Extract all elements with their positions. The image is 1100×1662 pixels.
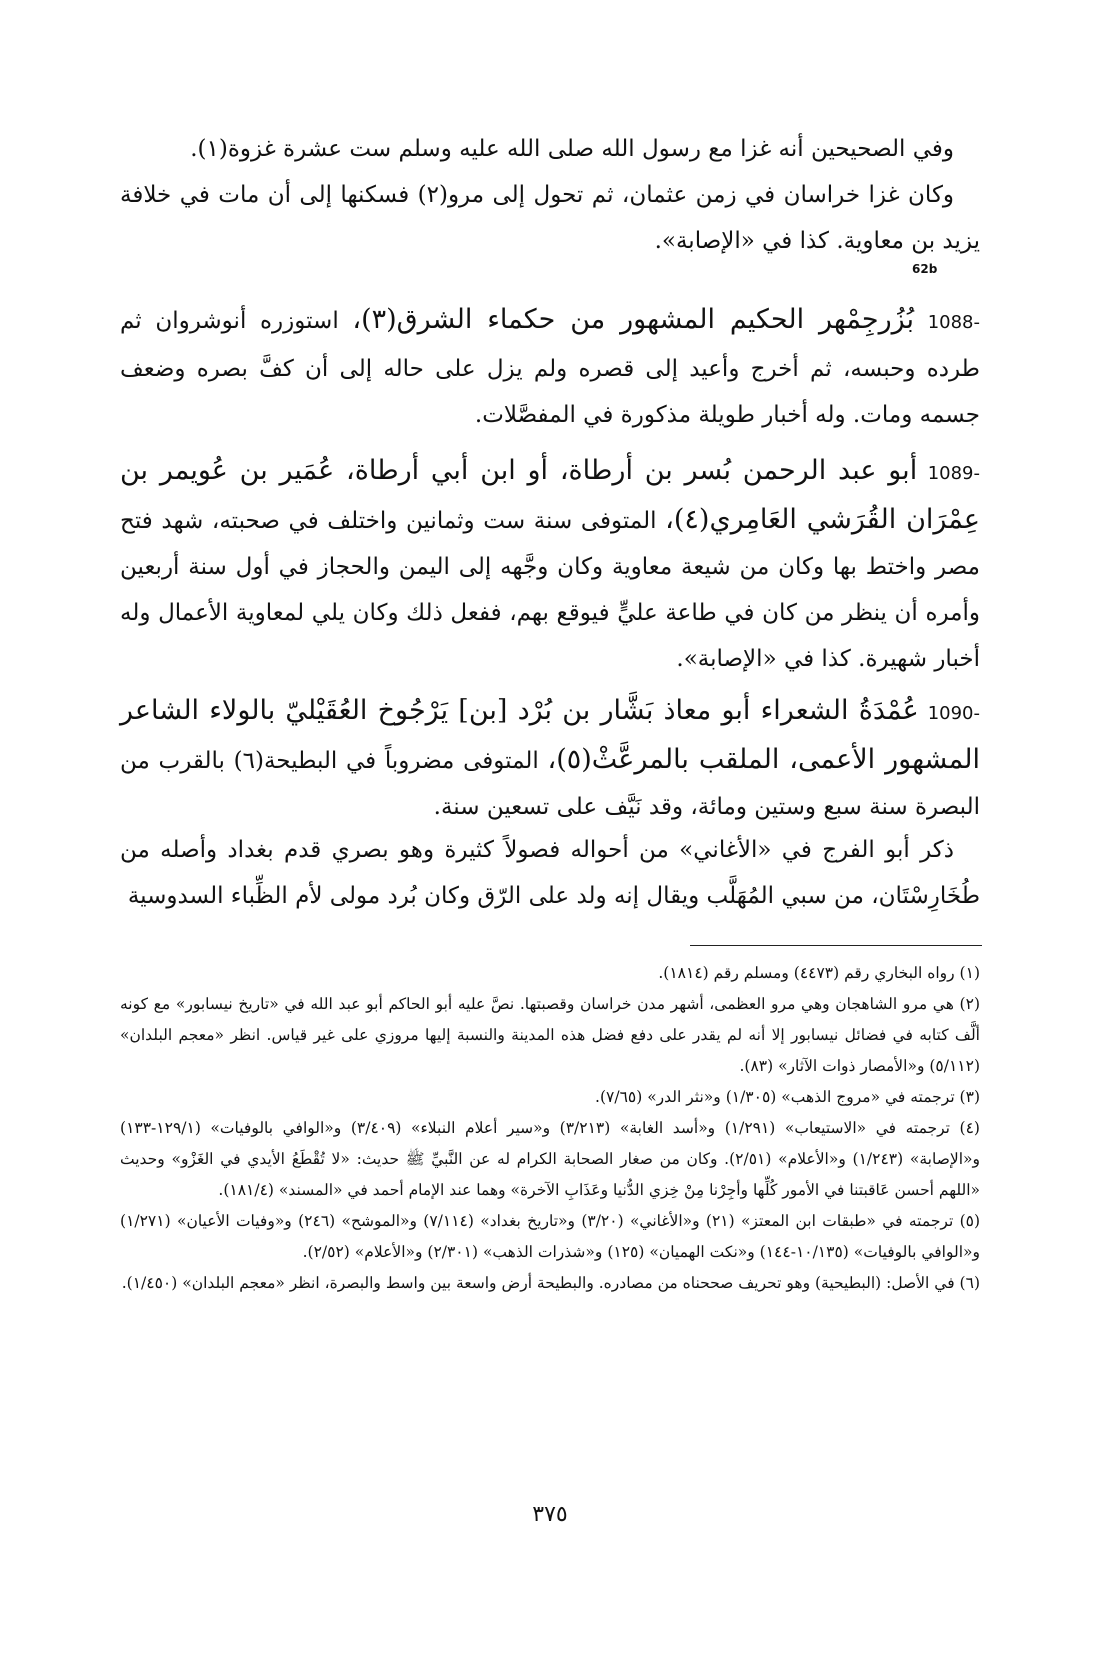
footnote-3: (٣) ترجمته في «مروج الذهب» (١/٣٠٥) و«نثر الدر» (٧/٦٥). <box>595 1088 980 1106</box>
entry-1090 <box>120 688 980 830</box>
entry-heading: عُمْدَةُ الشعراء أبو معاذ بَشَّار بن بُرْد [بن] يَرْجُوخ العُقَيْليّ بالولاء الشاعر المشهور الأعمى، الملقب بالمرعَّثْ(٥)، <box>120 695 980 775</box>
entry-text: استوزره أنوشروان ثم طرده وحبسه، ثم أخرج وأعيد إلى قصره ولم يزل على حاله إلى أن كفَّ بصره وضعف جسمه ومات. وله أخبار طويلة مذكورة في المفصَّلات. <box>120 308 980 428</box>
entry-number: 1088- <box>927 312 981 333</box>
footnotes <box>120 958 980 1299</box>
entry-1089 <box>120 448 980 682</box>
footnote-6: (٦) في الأصل: (البطيحية) وهو تحريف صححناه من مصادره. والبطيحة أرض واسعة بين واسط والبصرة، انظر «معجم البلدان» (١/٤٥٠). <box>121 1274 980 1292</box>
manuscript-folio-marker: 62b <box>912 262 938 276</box>
entry-1088 <box>120 297 980 438</box>
footnote-2: (٢) هي مرو الشاهجان وهي مرو العظمى، أشهر مدن خراسان وقصبتها. نصَّ عليه أبو الحاكم أبو عبد الله في «تاريخ نيسابور» مع كونه ألَّف كتابه في فضائل نيسابور إلا أنه لم يقدر على دفع فضل هذه المدينة والنسبة إليها مروزي على غير قياس. انظر «معجم البلدان» (٥/١١٢) و«الأمصار ذوات الآثار» (٨٣). <box>120 995 980 1075</box>
entry-heading: أبو عبد الرحمن بُسر بن أرطاة، أو ابن أبي أرطاة، عُمَير بن عُويمر بن عِمْرَان القُرَشي العَامِري(٤)، <box>120 455 981 535</box>
footnote-separator <box>690 945 982 946</box>
entry-heading: بُزُرجِمْهر الحكيم المشهور من حكماء الشرق(٣)، <box>352 304 915 335</box>
page-number: ٣٧٥ <box>532 1502 568 1527</box>
footnote-5: (٥) ترجمته في «طبقات ابن المعتز» (٢١) و«الأغاني» (٣/٢٠) و«تاريخ بغداد» (٧/١١٤) و«الموشح» (٢٤٦) و«وفيات الأعيان» (١/٢٧١) و«الوافي بالوفيات» (١٠/١٣٥-١٤٤) و«نكت الهميان» (١٢٥) و«شذرات الذهب» (٢/٣٠١) و«الأعلام» (٢/٥٢). <box>120 1212 981 1261</box>
entry-number: 1089- <box>927 463 981 484</box>
entry-number: 1090- <box>927 703 980 724</box>
paragraph-aghani <box>120 827 980 919</box>
footnote-4: (٤) ترجمته في «الاستيعاب» (١/٢٩١) و«أسد الغابة» (٣/٢١٣) و«سير أعلام النبلاء» (٣/٤٠٩) و«الوافي بالوفيات» (١٢٩/١-١٣٣) و«الإصابة» (١/٢٤٣) و«الأعلام» (٢/٥١). وكان من صغار الصحابة الكرام له عن النَّبيِّ ﷺ حديث: «لا تُقْطَعُ الأيدي في الغَزْو» وحديث «اللهم أحسن عَاقبتنا في الأمور كُلِّها وأجِرْنا مِنْ خِزي الدُّنيا وعَذَابِ الآخرة» وهما عند الإمام أحمد في «المسند» (١٨١/٤). <box>120 1119 980 1199</box>
paragraph-sahihayn <box>120 126 980 264</box>
footnote-1: (١) رواه البخاري رقم (٤٤٧٣) ومسلم رقم (١٨١٤). <box>658 964 980 982</box>
paragraph-text: وفي الصحيحين أنه غزا مع رسول الله صلى الله عليه وسلم ست عشرة غزوة(١). <box>190 136 954 162</box>
entry-text: المتوفى مضروباً في البطيحة(٦) بالقرب من البصرة سنة سبع وستين ومائة، وقد نَيَّف على تسعين سنة. <box>120 748 980 820</box>
paragraph-text: ذكر أبو الفرج في «الأغاني» من أحواله فصولاً كثيرة وهو بصري قدم بغداد وأصله من طُخَارِسْتَان، من سبي المُهَلَّب ويقال إنه ولد على الرّق وكان بُرد مولى لأم الظِّباء السدوسية <box>120 837 980 909</box>
entry-text: المتوفى سنة ست وثمانين واختلف في صحبته، شهد فتح مصر واختط بها وكان من شيعة معاوية وكان وجَّهه إلى اليمن والحجاز في أول سنة أربعين وأمره أن ينظر من كان في طاعة عليٍّ فيوقع بهم، ففعل ذلك وكان يلي لمعاوية الأعمال وله أخبار شهيرة. كذا في «الإصابة». <box>120 508 980 672</box>
paragraph-text: وكان غزا خراسان في زمن عثمان، ثم تحول إلى مرو(٢) فسكنها إلى أن مات في خلافة يزيد بن معاوية. كذا في «الإصابة». <box>120 182 980 254</box>
